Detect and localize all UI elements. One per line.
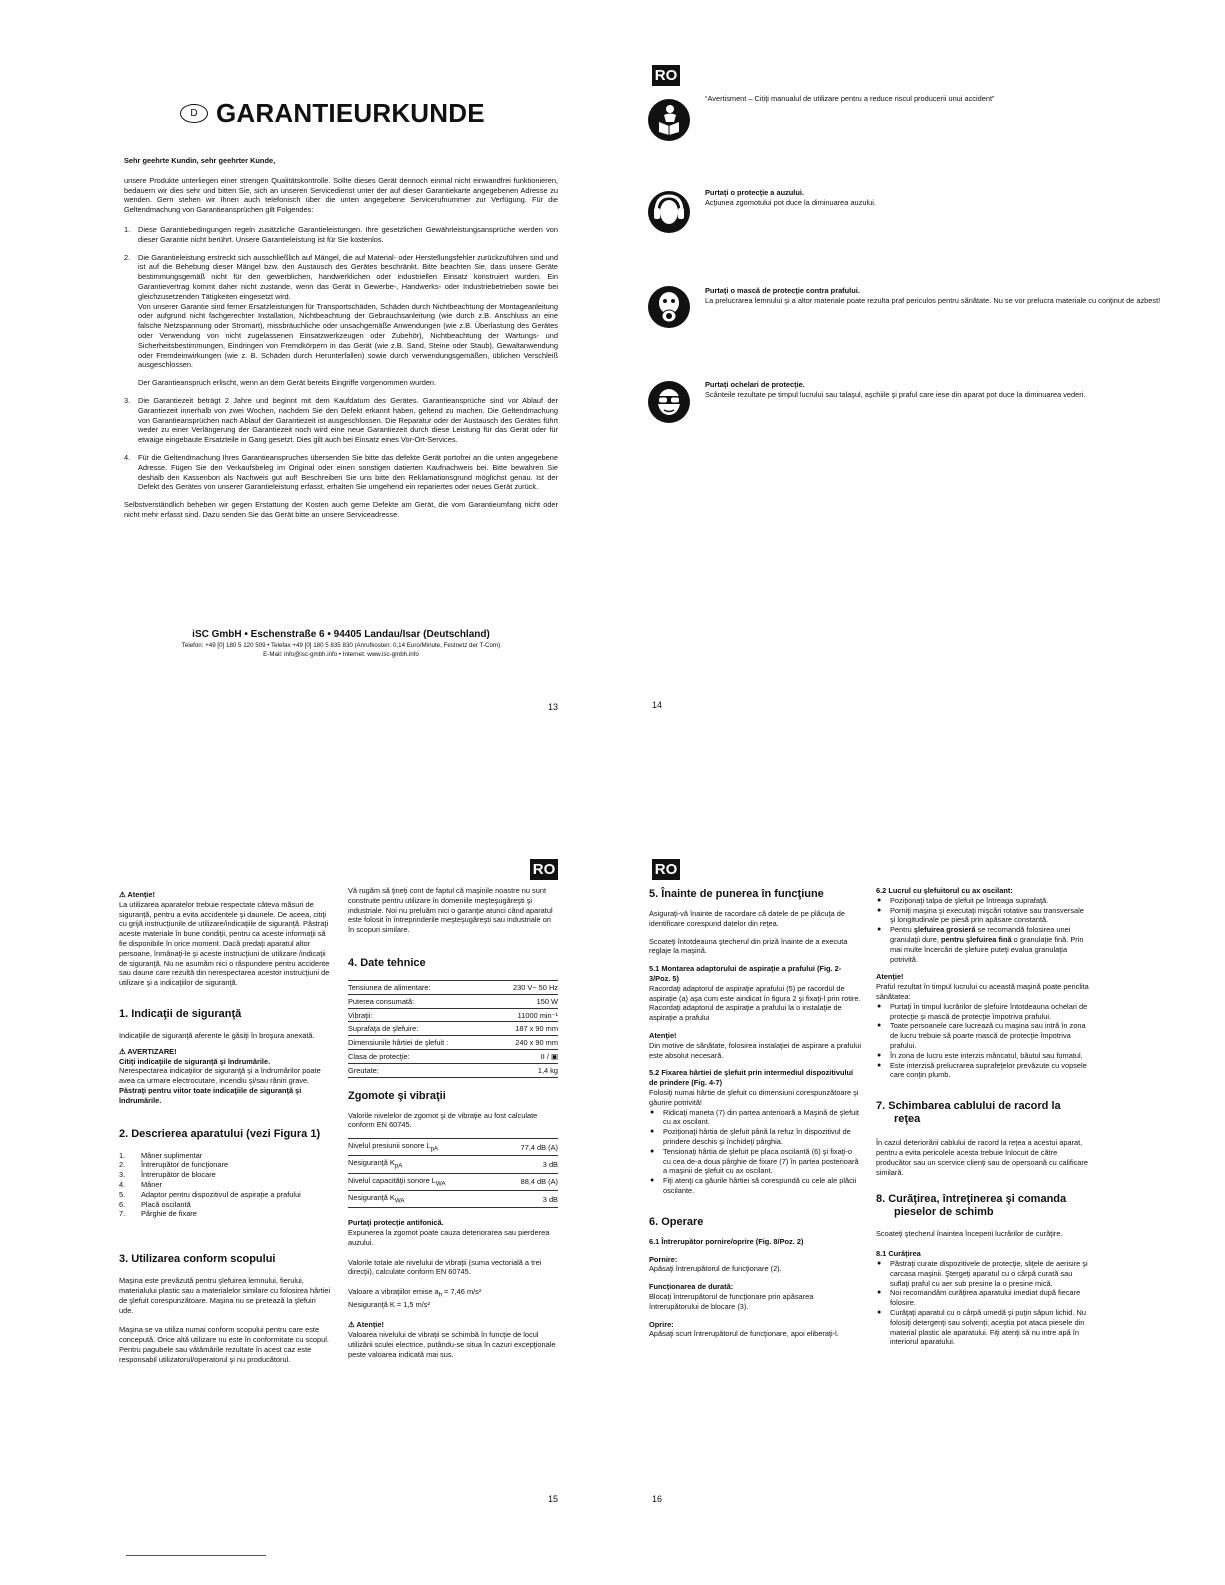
p15-right-column: Vă rugăm să ţineţi cont de faptul că maşinile noastre nu sunt construite pentru utilizare în domeniile meşteşugăreşti şi industriale. Noi nu preluăm nici o garanţie atunci când aparatul este folosit în întreprinderile meşteşugăreşti sau industriale ori în scopuri similare. 4. Date tehnice Tensiunea de alimentare: 230 V~ 50 Hz Puterea consumată: 150 W Vibraţii: 11000 min⁻¹ Suprafaţa de şlefuire: 187 x 90 mm Dimensiunile hârtiei de şlefuit : 240 x 90 mm Clasa de protecţie: II / ▣ Greutate: 1,4 kg Zgomote şi vibraţii Valorile nivelelor de zgomot şi de vibraţie au fost calculate conform EN 60745. Nivelul presiunii sonore $L_{pA}$ 77,4 dB (A) Nesiguranţă $K_{pA}$ 3 dB Nivelul capacităţii sonore $L_{WA}$ 88,4 dB (A) Nesiguranţă $K_{WA}$ 3 dB Purtaţi protecţie antifonică. Expunerea la zgomot poate cauza deteriorarea sau pierderea auzului. Valorile totale ale nivelului de vibraţii (suma vectorială a trei direcţii), calculate conform EN 60745. Valoare a vibraţiilor emise $a_h = 7,46$ m/s² Nesiguranţă K = 1,5 m/s² ⚠ Atenţie! Valoarea nivelului de vibraţii se schimbă în funcţie de locul utilizării sculei electrice, putându-se situa în cazuri excepţionale peste valoarea indicată mai sus. xyxy=(348,886,558,1359)
section-heading: 7. Schimbarea cablului de racord la reţea xyxy=(876,1100,1061,1126)
table-row: Vibraţii: 11000 min⁻¹ xyxy=(348,1008,558,1022)
warning-read-manual: “Avertisment – Citiţi manualul de utilizare pentru a reduce riscul producerii unui accident” xyxy=(705,94,995,103)
company-address: iSC GmbH • Eschenstraße 6 • 94405 Landau/Isar (Deutschland) Telefon: +49 [0] 180 5 120 509 • Telefax +49 [0] 180 5 835 830 (Anrufkosten: 0,14 Euro/Minute, Festnetz der T-Com) E-Mail: info@isc-gmbh.info • Internet: www.isc-gmbh.info xyxy=(181,629,501,658)
table-row: Puterea consumată: 150 W xyxy=(348,994,558,1008)
list-item: ● Ridicaţi maneta (7) din partea anterioară a Maşinǎ de şlefuit cu ax oscilant. xyxy=(649,1108,861,1128)
bullet-list xyxy=(876,1002,1089,1080)
language-tag: RO xyxy=(530,859,558,880)
goggles-note: Purtaţi ochelari de protecţie. Scânteile rezultate pe timpul lucrului sau talaşul, aşchiile şi praful care iese din aparat pot duce la diminuarea vederi. xyxy=(705,380,1086,399)
bullet-list xyxy=(876,896,1089,965)
table-row: Tensiunea de alimentare: 230 V~ 50 Hz xyxy=(348,980,558,994)
bullet-list xyxy=(876,1259,1089,1347)
dust-mask-icon xyxy=(647,285,691,329)
tech-data-table xyxy=(348,980,558,1078)
table-row: Greutate: 1,4 kg xyxy=(348,1063,558,1077)
list-item: ● Curăţaţi aparatul cu o cârpă umedă şi puţin săpun lichid. Nu folosiţi detergenţi sau solvenţi; aceştia pot ataca piesele din material plastic ale aparatului. Fiţi atenţi să nu intre apă în interiorul aparatului. xyxy=(876,1308,1089,1347)
p16-right-column: 6.2 Lucrul cu şlefuitorul cu ax oscilant: ● Poziţionaţi talpa de şlefuit pe întreaga suprafaţă. ● Porniţi maşina şi executaţi mişcări rotative sau transversale şi longitudinale pe piesă prin apăsare constantă. ● Pentru şlefuirea grosieră se recomandă folosirea unei granulaţii dure, pentru şlefuirea fină o granulaţie fină. Prin mai multe încercări de şlefuire puteţi evalua granulaţia potrivită. Atenţie! Praful rezultat în timpul lucrului cu această maşină poate periclita sănătatea: ● Purtaţi în timpul lucrărilor de şlefuire întotdeauna ochelari de protecţie şi mască de protecţie împotriva prafului. ● Toate persoanele care lucrează cu maşina sau intră în zona de lucru trebuie să poarte mască de protecţie împotriva prafului. ● În zona de lucru este interzis mâncatul, băutul sau fumatul. ● Este interzisă prelucrarea suprafeţelor prevăzute cu vopsele care conţin plumb. 7. Schimbarea cablului de racord la reţea În cazul deteriorării cablului de racord la reţea a acestui aparat, pentru a evita pericolele acesta trebuie înlocuit de către producător sau un scervice clienţi sau de opersoană cu calificare similară. 8. Curăţirea, întreţinerea şi comanda pieselor de schimb Scoateţi ştecherul înaintea începerii lucrărilor de curăţire. 8.1 Curăţirea ● Păstraţi curate dispozitivele de protecţie, sliţele de aerisire şi carcasa maşinii. Ştergeţi aparatul cu o cârpă curată sau suflaţi praful cu aer sub presine la o presine mică. ● Noi recomandăm curăţirea aparatului imediat după fiecare folosire. ● Curăţaţi aparatul cu o cârpă umedă şi puţin săpun lichid. Nu folosiţi detergenţi sau solvenţi; aceştia pot ataca piesele din material plastic ale aparatului. Fiţi atenţi să nu intre apă în interiorul aparatului. xyxy=(876,886,1089,1347)
list-item: ● Păstraţi curate dispozitivele de protecţie, sliţele de aerisire şi carcasa maşinii. Ştergeţi aparatul cu o cârpă curată sau suflaţi praful cu aer sub presine la o presine mică. xyxy=(876,1259,1089,1288)
list-item: 5. Adaptor pentru dispozitivul de aspiraţie a prafului xyxy=(119,1189,301,1199)
list-item: ● Tensionaţi hârtia de şlefuit pe placa oscilantă (6) şi fixaţi-o cu cea de-a doua pârghie de fixare (7) în partea posterioară a maşinii de şlefuit cu ax oscilant. xyxy=(649,1147,861,1176)
list-item: 7. Pârghie de fixare xyxy=(119,1209,197,1219)
list-item: ● Poziţionaţi hârtia de şlefuit până la refuz în dispozitivul de prindere deschis şi închideţi pârghia. xyxy=(649,1127,861,1147)
list-item: 6. Placă oscilantă xyxy=(119,1199,191,1209)
section-heading: Zgomote şi vibraţii xyxy=(348,1089,446,1102)
language-tag: RO xyxy=(652,65,680,86)
table-row: Nivelul capacităţii sonore $L_{WA}$ 88,4 dB (A) xyxy=(348,1173,558,1190)
list-item: ● Porniţi maşina şi executaţi mişcări rotative sau transversale şi longitudinale pe piesă prin apăsare constantă. xyxy=(876,906,1089,926)
section-heading: 2. Descrierea aparatului (vezi Figura 1) xyxy=(119,1127,321,1140)
table-row: Clasa de protecţie: II / ▣ xyxy=(348,1049,558,1063)
guarantee-body xyxy=(124,156,558,520)
page-13 xyxy=(0,0,612,720)
list-item: ● Purtaţi în timpul lucrărilor de şlefuire întotdeauna ochelari de protecţie şi mască de protecţie împotriva prafului. xyxy=(876,1002,1089,1022)
table-row: Nesiguranţă $K_{WA}$ 3 dB xyxy=(348,1190,558,1207)
section-heading: 6. Operare xyxy=(649,1215,704,1228)
section-heading: 3. Utilizarea conform scopului xyxy=(119,1253,276,1266)
footnote-divider xyxy=(126,1555,266,1556)
read-manual-icon xyxy=(647,98,691,142)
section-heading: 4. Date tehnice xyxy=(348,956,426,969)
list-item: ● În zona de lucru este interzis mâncatul, băutul sau fumatul. xyxy=(876,1051,1089,1061)
parts-list xyxy=(119,1151,331,1220)
country-mark-d: D xyxy=(180,104,208,123)
ear-protection-note: Purtaţi o protecţie a auzului. Acţiunea zgomotului pot duce la diminuarea auzului. xyxy=(705,188,876,207)
list-item: 4. Für die Geltendmachung Ihres Garantieanspruches übersenden Sie bitte das defekte Gerät portofrei an die unten angegebene Adresse. Fügen Sie den Verkaufsbeleg im Original oder einen sonstigen datierten Kaufnachweis bei. Bitte bewahren Sie deshalb den Kassenbon als Nachweis gut auf! Beschreiben Sie uns bitte den Reklamationsgrund möglichst genau. Ist der Defekt des Gerätes von unserer Garantieleistung erfasst, erhalten Sie umgehend ein repariertes oder neues Gerät zurück. xyxy=(124,452,558,492)
list-item: ● Fiţi atenţi ca găurile hârtiei să corespundă cu cele ale plăcii oscilante. xyxy=(649,1176,861,1196)
page-number: 16 xyxy=(652,1494,663,1504)
salutation: Sehr geehrte Kundin, sehr geehrter Kunde, xyxy=(124,156,276,165)
list-item: 1. Mâner suplimentar xyxy=(119,1150,203,1160)
section-heading: 8. Curăţirea, întreţinerea şi comanda pieselor de schimb xyxy=(876,1193,1067,1219)
p16-left-column: 5. Înainte de punerea în funcţiune Asiguraţi-vă înainte de racordare că datele de pe plăcuţa de identificare corespund datelor din reţea. Scoateţi întotdeauna ştecherul din priză înainte de a executa reglaje la maşină. 5.1 Montarea adaptorului de aspiraţie a prafului (Fig. 2-3/Poz. 5) Racordaţi adaptorul de aspiraţie aprafului (5) pe racordul de aspiraţie (a) aşa cum este aindicat în figura 2 şi fixaţi-l prin rotire. Racordaţi adaptorul de aspiraţie a prafului la o instalaţie de aspiraţie a prafului Atenţie! Din motive de sănătate, folosirea instalaţiei de aspirare a prafului este absolut necesară. 5.2 Fixarea hârtiei de şlefuit prin intermediul dispozitivului de prindere (Fig. 4-7) Folosiţi numai hârtie de şlefuit cu dimensiuni corespunzătoare şi găurire potrivită! ● Ridicaţi maneta (7) din partea anterioară a Maşinǎ de şlefuit cu ax oscilant. ● Poziţionaţi hârtia de şlefuit până la refuz în dispozitivul de prindere deschis şi închideţi pârghia. ● Tensionaţi hârtia de şlefuit pe placa oscilantă (6) şi fixaţi-o cu cea de-a doua pârghie de fixare (7) în partea posterioară a maşinii de şlefuit cu ax oscilant. ● Fiţi atenţi ca găurile hârtiei să corespundă cu cele ale plăcii oscilante. 6. Operare 6.1 Întrerupător pornire/oprire (Fig. 8/Poz. 2) Pornire: Apăsaţi întrerupătorul de funcţionare (2). Funcţionarea de durată: Blocaţi întrerupătorul de funcţionare prin apăsarea întrerupătorului de blocare (3). Oprire: Apăsaţi scurt întrerupătorul de funcţionare, apoi eliberaţi-l. xyxy=(649,888,861,1339)
guarantee-list xyxy=(124,225,558,492)
warning-triangle-icon: ⚠ xyxy=(119,890,126,899)
list-item: ● Este interzisă prelucrarea suprafeţelor prevăzute cu vopsele care conţin plumb. xyxy=(876,1061,1089,1081)
list-item: 1. Diese Garantiebedingungen regeln zusätzliche Garantieleistungen. Ihre gesetzlichen Gewährleistungsansprüche werden von dieser Garantie nicht berührt. Unsere Garantieleistung ist für Sie kostenlos. xyxy=(124,224,558,244)
page-16 xyxy=(612,800,1225,1585)
table-row: Nesiguranţă $K_{pA}$ 3 dB xyxy=(348,1156,558,1173)
page-number: 15 xyxy=(548,1494,559,1504)
list-item: 3. Die Garantiezeit beträgt 2 Jahre und beginnt mit dem Kaufdatum des Gerätes. Garantieansprüche sind vor Ablauf der Garantiezeit innerhalb von zwei Wochen, nachdem Sie den Defekt erkannt haben, geltend zu machen. Die Geltendmachung von Garantieansprüchen nach Ablauf der Garantiezeit ist ausgeschlossen. Die Reparatur oder der Austausch des Gerätes führt weder zu einer Verlängerung der Garantiezeit noch wird eine neue Garantiezeit durch diese Leistung für das Gerät oder für etwaige eingebaute Ersatzteile in Gang gesetzt. Dies gilt auch bei Einsatz eines Vor-Ort-Services. xyxy=(124,395,558,445)
guarantee-title: D GARANTIEURKUNDE xyxy=(180,98,485,129)
language-tag: RO xyxy=(652,859,680,880)
list-item: 3. Întrerupător de blocare xyxy=(119,1170,216,1180)
intro-paragraph: unsere Produkte unterliegen einer strengen Qualitätskontrolle. Sollte dieses Gerät dennoch einmal nicht einwandfrei funktionieren, bedauern wir dies sehr und bitten Sie, sich an unseren Servicedienst unter der auf dieser Garantiekarte angegebenen Adresse zu wenden. Gern stehen wir Ihnen auch telefonisch über die unten angegebene Servicerufnummer zur Verfügung. Für die Geltendmachung von Garantieansprüchen gilt Folgendes: xyxy=(124,175,558,215)
page-number: 13 xyxy=(548,702,559,712)
list-item: 2. Întrerupător de funcţionare xyxy=(119,1160,229,1170)
list-item: ● Noi recomandăm curăţirea aparatului imediat după fiecare folosire. xyxy=(876,1288,1089,1308)
list-item: ● Toate persoanele care lucrează cu maşina sau intră în zona de lucru trebuie să poarte mască de protecţie împotriva prafului. xyxy=(876,1021,1089,1050)
table-row: Nivelul presiunii sonore $L_{pA}$ 77,4 dB (A) xyxy=(348,1139,558,1156)
page-15 xyxy=(0,800,612,1585)
section-heading: 1. Indicaţii de siguranţă xyxy=(119,1007,242,1020)
list-item: 2. Die Garantieleistung erstreckt sich ausschließlich auf Mängel, die auf Material- oder Herstellungsfehler zurückzuführen sind und ist auf die Behebung dieser Mängel bzw. den Austausch des Gerätes beschränkt. Bitte beachten Sie, dass unsere Geräte bestimmungsgemäß nicht für den gewerblichen, handwerklichen oder industriellen Einsatz konstruiert wurden. Ein Garantievertrag kommt daher nicht zustande, wenn das Gerät in Gewerbe-, Handwerks- oder Industriebetrieben sowie bei gleichzusetzenden Tätigkeiten eingesetzt wird. Von unserer Garantie sind ferner Ersatzleistungen für Transportschäden, Schäden durch Nichtbeachtung der Montageanleitung oder aufgrund nicht fachgerechter Installation, Nichtbeachtung der Gebrauchsanleitung (wie durch z.B. Anschluss an eine falsche Netzspannung oder Stromart), missbräuchliche oder unsachgemäße Anwendungen (wie z.B. Überlastung des Gerätes oder Verwendung von nicht zugelassenen Einsatzwerkzeugen oder Zubehör), Nichtbeachtung der Wartungs- und Sicherheitsbestimmungen, Eindringen von Fremdkörpern in das Gerät (wie z.B. Sand, Steine oder Staub), Gewaltanwendung oder Fremdeinwirkungen (wie z. B. Schäden durch Herunterfallen) sowie durch verwendungsgemäßen, üblichen Verschleiß ausgeschlossen. Der Garantieanspruch erlischt, wenn an dem Gerät bereits Eingriffe vorgenommen wurden. xyxy=(124,252,558,388)
list-item: ● Pentru şlefuirea grosieră se recomandă folosirea unei granulaţii dure, pentru şlefuirea fină o granulaţie fină. Prin mai multe încercări de şlefuire puteţi evalua granulaţia potrivită. xyxy=(876,925,1089,964)
ear-protection-icon xyxy=(647,190,691,234)
p15-left-column: ⚠ Atenţie! La utilizarea aparatelor trebuie respectate câteva măsuri de siguranţă, pentru a evita accidentele şi daunele. De aceea, citiţi cu grijă instrucţiunile de utilizare/indicaţiile de siguranţă. Păstraţi aceste materiale în bune condiţii, pentru ca aceste informaţii să fie disponibile în orice moment. Dacă predaţi aparatul altor persoane, înmânaţi-le şi aceste instrucţiuni de utilizare /indicaţii de siguranţă. Nu ne asumăm nici o răspundere pentru accidente sau daune care rezultă din nerespectarea acestor instrucţiuni de utilizare şi a indicaţiilor de siguranţă. 1. Indicaţii de siguranţă Indicaţiile de siguranţă aferente le găsiţi în broşura anexată. ⚠ AVERTIZARE! Citiţi indicaţiile de siguranţă şi îndrumările. Nerespectarea indicaţiilor de siguranţă şi a îndrumărilor poate avea ca urmare electrocutare, incendiu şi/sau răniri grave. Păstraţi pentru viitor toate indicaţiile de siguranţă şi îndrumările. 2. Descrierea aparatului (vezi Figura 1) 1. Mâner suplimentar 2. Întrerupător de funcţionare 3. Întrerupător de blocare 4. Mâner 5. Adaptor pentru dispozitivul de aspiraţie a prafului 6. Placă oscilantă 7. Pârghie de fixare 3. Utilizarea conform scopului Maşina este prevăzută pentru şlefuirea lemnului, fierului, materialului plastic sau a materialelor similare cu folosirea hârtiei de şlefuit corespunzătoare. Maşina nu se pretează la şlefuiri ude. Maşina se va utiliza numai conform scopului pentru care este concepută. Orice altă utilizare nu este în conformitate cu scopul. Pentru pagubele sau vătămările rezultate în acest caz este responsabil utilizatorul/operatorul şi nu producătorul. xyxy=(119,890,331,1364)
noise-table xyxy=(348,1138,558,1208)
dust-mask-note: Purtaţi o mască de protecţie contra prafului. La prelucrarea lemnului şi a altor materiale poate rezulta praf periculos pentru sănătate. Nu se vor prelucra materiale cu conţinut de azbest! xyxy=(705,286,1161,305)
page-14 xyxy=(612,0,1225,720)
closing-paragraph: Selbstverständlich beheben wir gegen Erstattung der Kosten auch gerne Defekte am Gerät, die vom Garantieumfang nicht oder nicht mehr erfasst sind. Dazu senden Sie das Gerät bitte an unsere Serviceadresse. xyxy=(124,500,558,519)
page-number: 14 xyxy=(652,700,663,710)
list-item: 4. Mâner xyxy=(119,1179,162,1189)
safety-goggles-icon xyxy=(647,380,691,424)
warning-triangle-icon: ⚠ xyxy=(348,1320,355,1330)
list-item: ● Poziţionaţi talpa de şlefuit pe întreaga suprafaţă. xyxy=(876,896,1089,906)
section-heading: 5. Înainte de punerea în funcţiune xyxy=(649,888,824,900)
warning-triangle-icon: ⚠ xyxy=(119,1046,126,1056)
table-row: Suprafaţa de şlefuire: 187 x 90 mm xyxy=(348,1022,558,1036)
table-row: Dimensiunile hârtiei de şlefuit : 240 x 90 mm xyxy=(348,1036,558,1050)
bullet-list xyxy=(649,1108,861,1196)
